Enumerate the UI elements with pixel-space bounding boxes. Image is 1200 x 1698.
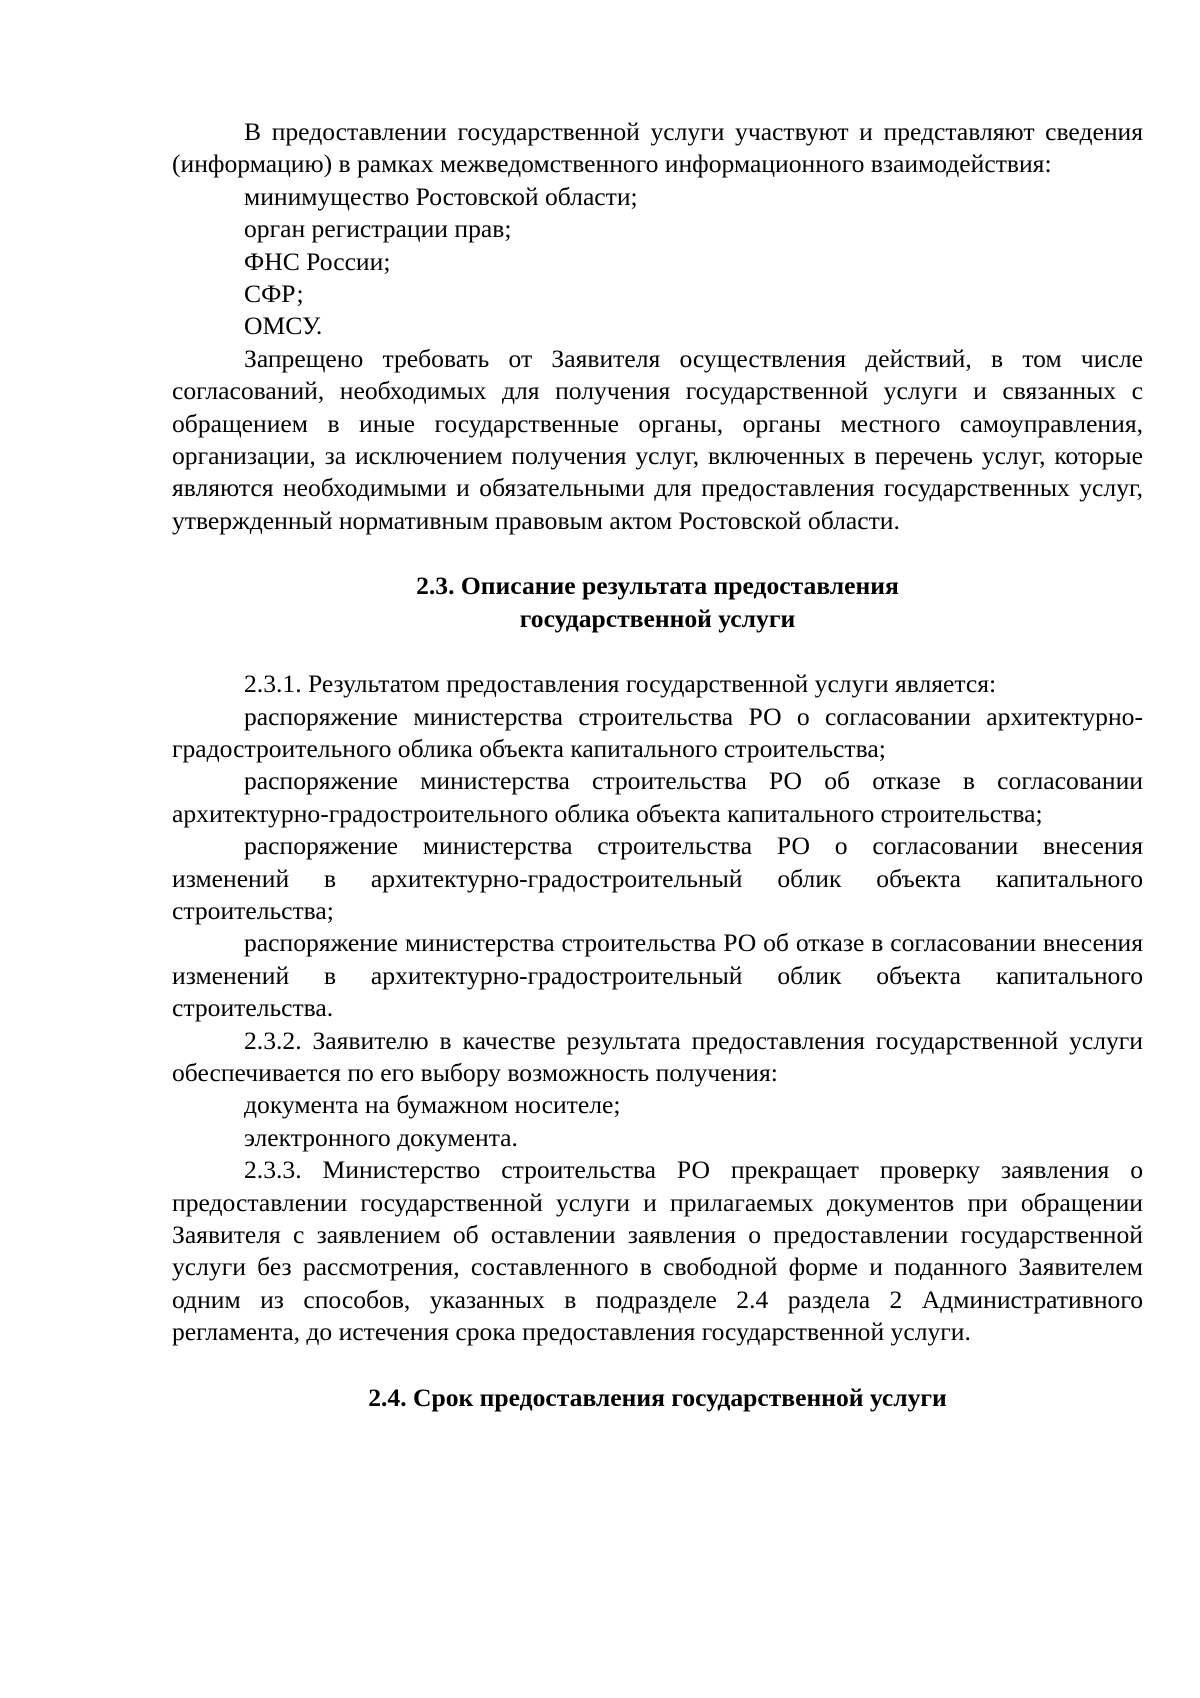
participants-paragraph: В предоставлении государственной услуги участвуют и представляют сведения (информацию) в рамках межведомственного информационного взаимодействия: [172,117,1143,179]
prohibition-paragraph: Запрещено требовать от Заявителя осуществления действий, в том числе согласований, необходимых для получения государственной услуги и связанных с обращением в иные государственные органы, органы местного самоуправления, организации, за исключением получения услуг, включенных в перечень услуг, которые являются необходимыми и обязательными для предоставления государственных услуг, утвержденный нормативным правовым актом Ростовской области. [172,343,1143,535]
clause-2-3-3: 2.3.3. Министерство строительства РО прекращает проверку заявления о предоставлении государственной услуги и прилагаемых документов при обращении Заявителя с заявлением об оставлении заявления о предоставлении государственной услуги без рассмотрения, составленного в свободной форме и поданного Заявителем одним из способов, указанных в подразделе 2.4 раздела 2 Административного регламента, до истечения срока предоставления государственной услуги. [172,1155,1143,1347]
clause-2-3-2: 2.3.2. Заявителю в качестве результата предоставления государственной услуги обеспечивается по его выбору возможность получения: [172,1025,1143,1087]
spacer [172,1349,1143,1382]
participant-item: ФНС России; [244,246,391,276]
delivery-option-item: электронного документа. [244,1122,518,1152]
result-item: распоряжение министерства строительства РО о согласовании внесения изменений в архитектурно-градостроительный облик объекта капитального строительства; [172,831,1143,925]
section-2-3-heading-line1: 2.3. Описание результата предоставления [416,571,899,601]
result-item: распоряжение министерства строительства РО об отказе в согласовании архитектурно-градостроительного облика объекта капитального строительства; [172,766,1143,828]
participant-item: ОМСУ. [244,311,323,341]
participant-item: СФР; [244,279,304,309]
spacer [172,635,1143,668]
spacer [172,537,1143,570]
result-item: распоряжение министерства строительства РО о согласовании архитектурно-градостроительного облика объекта капитального строительства; [172,701,1143,763]
section-2-4-heading: 2.4. Срок предоставления государственной услуги [368,1382,947,1412]
clause-2-3-1: 2.3.1. Результатом предоставления государственной услуги является: [244,669,997,699]
result-item: распоряжение министерства строительства РО об отказе в согласовании внесения изменений в архитектурно-градостроительный облик объекта капитального строительства. [172,928,1143,1023]
document-page [172,116,1143,1414]
section-2-3-heading-line2: государственной услуги [519,603,796,633]
participant-item: орган регистрации прав; [244,214,512,244]
participant-item: минимущество Ростовской области; [244,181,638,211]
delivery-option-item: документа на бумажном носителе; [244,1090,621,1120]
